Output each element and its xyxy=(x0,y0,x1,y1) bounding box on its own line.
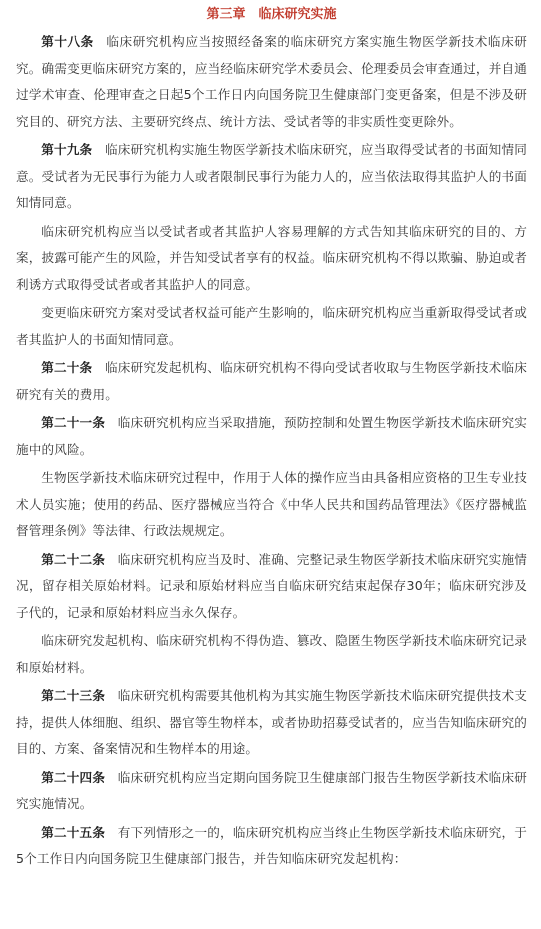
chapter-title: 第三章 临床研究实施 xyxy=(206,7,337,22)
article-paragraph xyxy=(16,683,527,763)
article-text: 临床研究机构需要其他机构为其实施生物医学新技术临床研究提供技术支持，提供人体细胞、组织、器官等生物样本，或者协助招募受试者的，应当告知临床研究的目的、方案、备案情况和生物样本的用途。 xyxy=(16,688,527,756)
article-text: 临床研究机构应当及时、准确、完整记录生物医学新技术临床研究实施情况，留存相关原始材料。记录和原始材料应当自临床研究结束起保存30年；临床研究涉及子代的，记录和原始材料应当永久保存。 xyxy=(16,551,527,620)
article-paragraph xyxy=(16,628,527,681)
article-list xyxy=(16,29,527,873)
article-number: 第二十五条 xyxy=(41,824,106,840)
article-number: 第二十条 xyxy=(41,360,93,375)
article-text: 临床研究机构实施生物医学新技术临床研究，应当取得受试者的书面知情同意。受试者为无民事行为能力人或者限制民事行为能力人的，应当依法取得其监护人的书面知情同意。 xyxy=(16,142,527,210)
article-text: 生物医学新技术临床研究过程中，作用于人体的操作应当由具备相应资格的卫生专业技术人员实施；使用的药品、医疗器械应当符合《中华人民共和国药品管理法》《医疗器械监督管理条例》等法律、行政法规规定。 xyxy=(16,470,527,538)
article-text: 临床研究机构应当采取措施，预防控制和处置生物医学新技术临床研究实施中的风险。 xyxy=(16,415,527,457)
article-text: 临床研究发起机构、临床研究机构不得伪造、篡改、隐匿生物医学新技术临床研究记录和原始材料。 xyxy=(16,633,527,675)
article-number: 第二十二条 xyxy=(41,551,106,567)
article-paragraph xyxy=(16,300,527,353)
article-text: 临床研究发起机构、临床研究机构不得向受试者收取与生物医学新技术临床研究有关的费用。 xyxy=(16,360,527,402)
article-number: 第二十一条 xyxy=(41,415,106,430)
article-paragraph xyxy=(16,410,527,463)
article-number: 第十九条 xyxy=(41,142,93,157)
article-paragraph xyxy=(16,820,527,873)
article-paragraph xyxy=(16,219,527,299)
article-text: 临床研究机构应当按照经备案的临床研究方案实施生物医学新技术临床研究。确需变更临床研究方案的，应当经临床研究学术委员会、伦理委员会审查通过，并自通过学术审查、伦理审查之日起5个工作日内向国务院卫生健康部门变更备案，但是不涉及研究目的、研究方法、主要研究终点、统计方法、受试者等的非实质性变更除外。 xyxy=(16,34,527,129)
article-text: 临床研究机构应当定期向国务院卫生健康部门报告生物医学新技术临床研究实施情况。 xyxy=(16,769,527,811)
article-paragraph xyxy=(16,465,527,545)
article-paragraph xyxy=(16,355,527,408)
article-paragraph xyxy=(16,137,527,217)
article-paragraph xyxy=(16,765,527,818)
article-number: 第二十三条 xyxy=(41,688,106,703)
article-text: 临床研究机构应当以受试者或者其监护人容易理解的方式告知其临床研究的目的、方案，披露可能产生的风险，并告知受试者享有的权益。临床研究机构不得以欺骗、胁迫或者利诱方式取得受试者或者其监护人的同意。 xyxy=(16,223,527,292)
article-text: 变更临床研究方案对受试者权益可能产生影响的，临床研究机构应当重新取得受试者或者其监护人的书面知情同意。 xyxy=(16,305,527,347)
article-paragraph xyxy=(16,29,527,135)
article-number: 第十八条 xyxy=(41,34,94,49)
article-number: 第二十四条 xyxy=(41,769,106,785)
article-text: 有下列情形之一的，临床研究机构应当终止生物医学新技术临床研究，于5个工作日内向国务院卫生健康部门报告，并告知临床研究发起机构： xyxy=(16,824,527,866)
article-paragraph xyxy=(16,547,527,627)
